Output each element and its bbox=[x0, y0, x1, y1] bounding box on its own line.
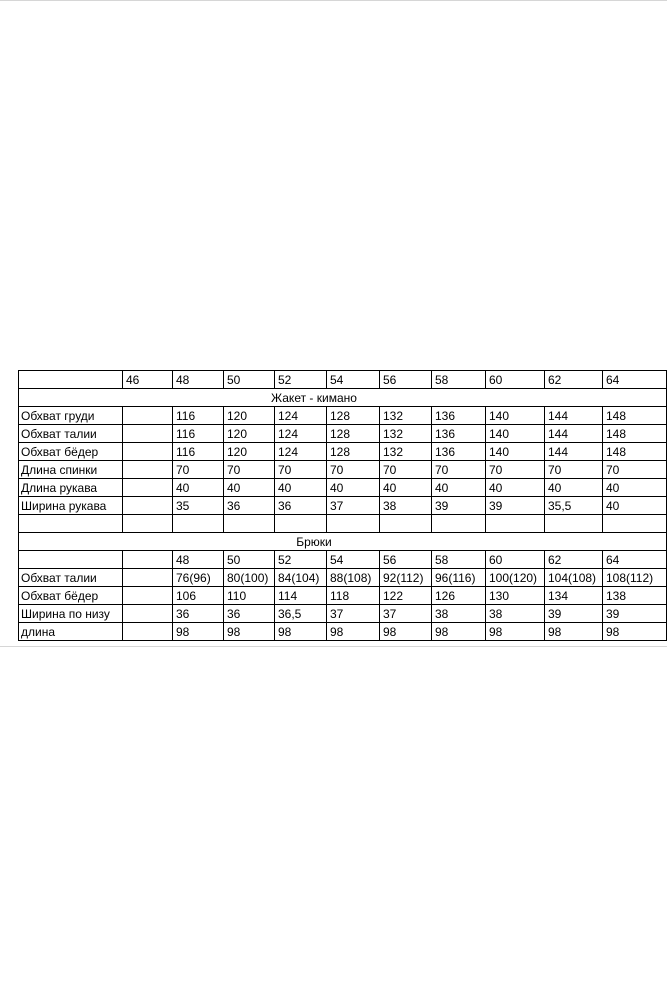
value-cell: 98 bbox=[545, 623, 603, 641]
size-header-cell: 58 bbox=[432, 551, 486, 569]
row-label-cell: Обхват бёдер bbox=[19, 587, 123, 605]
value-cell bbox=[123, 623, 173, 641]
empty-cell bbox=[173, 515, 224, 533]
value-cell: 124 bbox=[275, 443, 327, 461]
size-header-cell: 48 bbox=[173, 551, 224, 569]
size-header-cell: 56 bbox=[380, 371, 432, 389]
value-cell bbox=[123, 461, 173, 479]
value-cell: 138 bbox=[603, 587, 667, 605]
value-cell: 132 bbox=[380, 425, 432, 443]
row-label-cell: Ширина рукава bbox=[19, 497, 123, 515]
table-row bbox=[19, 407, 667, 425]
trousers-title-cell bbox=[19, 533, 667, 551]
value-cell: 98 bbox=[432, 623, 486, 641]
value-cell: 37 bbox=[327, 605, 380, 623]
row-label-cell: Ширина по низу bbox=[19, 605, 123, 623]
value-cell: 36 bbox=[224, 605, 275, 623]
table-row bbox=[19, 587, 667, 605]
value-cell bbox=[123, 605, 173, 623]
value-cell: 40 bbox=[603, 497, 667, 515]
value-cell: 98 bbox=[603, 623, 667, 641]
size-header-cell: 60 bbox=[486, 371, 545, 389]
empty-cell bbox=[123, 515, 173, 533]
empty-cell bbox=[19, 551, 123, 569]
value-cell: 39 bbox=[603, 605, 667, 623]
value-cell: 70 bbox=[603, 461, 667, 479]
value-cell: 124 bbox=[275, 407, 327, 425]
table-row bbox=[19, 623, 667, 641]
value-cell: 114 bbox=[275, 587, 327, 605]
value-cell: 144 bbox=[545, 425, 603, 443]
value-cell: 98 bbox=[486, 623, 545, 641]
value-cell: 116 bbox=[173, 407, 224, 425]
value-cell: 80(100) bbox=[224, 569, 275, 587]
value-cell: 70 bbox=[275, 461, 327, 479]
empty-cell bbox=[19, 371, 123, 389]
value-cell bbox=[123, 407, 173, 425]
jacket-title-cell bbox=[19, 389, 667, 407]
empty-cell bbox=[603, 515, 667, 533]
size-header-cell bbox=[123, 551, 173, 569]
jacket-title-row bbox=[19, 389, 667, 407]
size-header-cell: 64 bbox=[603, 371, 667, 389]
value-cell bbox=[123, 569, 173, 587]
size-header-cell: 58 bbox=[432, 371, 486, 389]
trousers-title: Брюки bbox=[296, 534, 332, 549]
value-cell: 136 bbox=[432, 443, 486, 461]
value-cell: 36 bbox=[224, 497, 275, 515]
value-cell: 40 bbox=[173, 479, 224, 497]
size-chart-table bbox=[18, 370, 667, 641]
empty-cell bbox=[545, 515, 603, 533]
value-cell: 70 bbox=[545, 461, 603, 479]
value-cell: 96(116) bbox=[432, 569, 486, 587]
size-header-cell: 46 bbox=[123, 371, 173, 389]
size-header-cell: 56 bbox=[380, 551, 432, 569]
table-row bbox=[19, 497, 667, 515]
value-cell: 40 bbox=[603, 479, 667, 497]
value-cell: 40 bbox=[380, 479, 432, 497]
value-cell: 140 bbox=[486, 443, 545, 461]
jacket-size-header-row bbox=[19, 371, 667, 389]
bottom-divider bbox=[0, 646, 667, 647]
value-cell: 116 bbox=[173, 425, 224, 443]
size-header-cell: 52 bbox=[275, 551, 327, 569]
row-label-cell: Обхват груди bbox=[19, 407, 123, 425]
row-label-cell: Обхват талии bbox=[19, 569, 123, 587]
table-row bbox=[19, 443, 667, 461]
size-header-cell: 62 bbox=[545, 551, 603, 569]
value-cell: 124 bbox=[275, 425, 327, 443]
value-cell: 84(104) bbox=[275, 569, 327, 587]
value-cell: 38 bbox=[432, 605, 486, 623]
value-cell: 36 bbox=[275, 497, 327, 515]
value-cell: 120 bbox=[224, 407, 275, 425]
value-cell: 148 bbox=[603, 443, 667, 461]
size-header-cell: 52 bbox=[275, 371, 327, 389]
value-cell: 140 bbox=[486, 407, 545, 425]
value-cell: 120 bbox=[224, 443, 275, 461]
value-cell: 39 bbox=[432, 497, 486, 515]
value-cell: 148 bbox=[603, 407, 667, 425]
value-cell: 128 bbox=[327, 407, 380, 425]
value-cell: 136 bbox=[432, 407, 486, 425]
value-cell: 70 bbox=[486, 461, 545, 479]
value-cell: 120 bbox=[224, 425, 275, 443]
value-cell: 132 bbox=[380, 443, 432, 461]
jacket-title: Жакет - кимано bbox=[271, 390, 357, 405]
table-row bbox=[19, 569, 667, 587]
value-cell: 100(120) bbox=[486, 569, 545, 587]
table-row bbox=[19, 605, 667, 623]
value-cell: 132 bbox=[380, 407, 432, 425]
table-row bbox=[19, 425, 667, 443]
value-cell: 106 bbox=[173, 587, 224, 605]
row-label-cell: Длина спинки bbox=[19, 461, 123, 479]
size-header-cell: 54 bbox=[327, 551, 380, 569]
value-cell bbox=[123, 479, 173, 497]
value-cell: 98 bbox=[173, 623, 224, 641]
value-cell: 98 bbox=[327, 623, 380, 641]
value-cell: 130 bbox=[486, 587, 545, 605]
trousers-title-row bbox=[19, 533, 667, 551]
value-cell: 134 bbox=[545, 587, 603, 605]
value-cell: 40 bbox=[327, 479, 380, 497]
value-cell: 122 bbox=[380, 587, 432, 605]
value-cell: 116 bbox=[173, 443, 224, 461]
value-cell: 35,5 bbox=[545, 497, 603, 515]
value-cell: 104(108) bbox=[545, 569, 603, 587]
value-cell: 40 bbox=[275, 479, 327, 497]
value-cell: 36 bbox=[173, 605, 224, 623]
empty-cell bbox=[432, 515, 486, 533]
value-cell: 70 bbox=[224, 461, 275, 479]
value-cell bbox=[123, 497, 173, 515]
value-cell: 88(108) bbox=[327, 569, 380, 587]
row-label-cell: Длина рукава bbox=[19, 479, 123, 497]
table-row bbox=[19, 479, 667, 497]
value-cell: 36,5 bbox=[275, 605, 327, 623]
table-row bbox=[19, 461, 667, 479]
value-cell: 70 bbox=[327, 461, 380, 479]
row-label-cell: Обхват бёдер bbox=[19, 443, 123, 461]
value-cell: 38 bbox=[380, 497, 432, 515]
blank-row bbox=[19, 515, 667, 533]
value-cell bbox=[123, 425, 173, 443]
value-cell: 110 bbox=[224, 587, 275, 605]
empty-cell bbox=[275, 515, 327, 533]
value-cell: 39 bbox=[486, 497, 545, 515]
size-header-cell: 50 bbox=[224, 371, 275, 389]
size-header-cell: 60 bbox=[486, 551, 545, 569]
value-cell bbox=[123, 587, 173, 605]
value-cell: 70 bbox=[432, 461, 486, 479]
value-cell: 128 bbox=[327, 443, 380, 461]
value-cell: 126 bbox=[432, 587, 486, 605]
value-cell: 140 bbox=[486, 425, 545, 443]
empty-cell bbox=[19, 515, 123, 533]
size-header-cell: 48 bbox=[173, 371, 224, 389]
value-cell: 40 bbox=[224, 479, 275, 497]
value-cell: 39 bbox=[545, 605, 603, 623]
value-cell: 98 bbox=[380, 623, 432, 641]
empty-cell bbox=[224, 515, 275, 533]
value-cell: 35 bbox=[173, 497, 224, 515]
row-label-cell: Обхват талии bbox=[19, 425, 123, 443]
value-cell: 148 bbox=[603, 425, 667, 443]
trousers-size-header-row bbox=[19, 551, 667, 569]
size-header-cell: 64 bbox=[603, 551, 667, 569]
value-cell: 70 bbox=[380, 461, 432, 479]
value-cell: 128 bbox=[327, 425, 380, 443]
top-divider bbox=[0, 0, 667, 1]
empty-cell bbox=[380, 515, 432, 533]
value-cell: 40 bbox=[545, 479, 603, 497]
size-header-cell: 54 bbox=[327, 371, 380, 389]
size-header-cell: 62 bbox=[545, 371, 603, 389]
value-cell: 76(96) bbox=[173, 569, 224, 587]
value-cell: 118 bbox=[327, 587, 380, 605]
row-label-cell: длина bbox=[19, 623, 123, 641]
value-cell: 40 bbox=[486, 479, 545, 497]
value-cell: 40 bbox=[432, 479, 486, 497]
value-cell: 108(112) bbox=[603, 569, 667, 587]
value-cell: 144 bbox=[545, 407, 603, 425]
value-cell: 92(112) bbox=[380, 569, 432, 587]
value-cell bbox=[123, 443, 173, 461]
size-header-cell: 50 bbox=[224, 551, 275, 569]
value-cell: 37 bbox=[327, 497, 380, 515]
value-cell: 37 bbox=[380, 605, 432, 623]
value-cell: 98 bbox=[224, 623, 275, 641]
value-cell: 144 bbox=[545, 443, 603, 461]
value-cell: 136 bbox=[432, 425, 486, 443]
empty-cell bbox=[486, 515, 545, 533]
empty-cell bbox=[327, 515, 380, 533]
value-cell: 98 bbox=[275, 623, 327, 641]
value-cell: 70 bbox=[173, 461, 224, 479]
value-cell: 38 bbox=[486, 605, 545, 623]
